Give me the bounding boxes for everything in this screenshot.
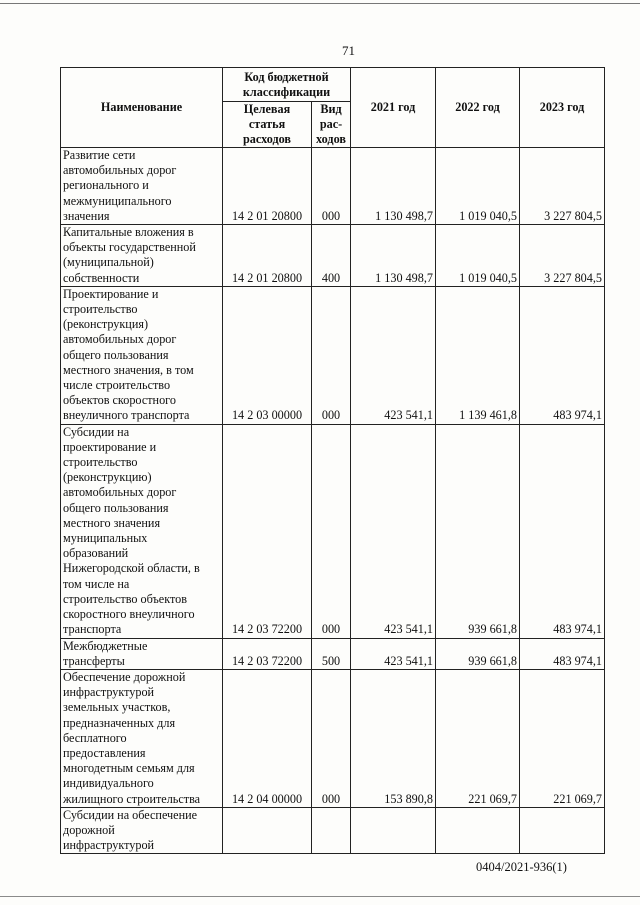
row-value-2023: 3 227 804,5 xyxy=(520,225,605,287)
row-expense-type: 000 xyxy=(312,148,351,225)
row-name-line: автомобильных дорог xyxy=(63,485,177,500)
header-name: Наименование xyxy=(61,68,223,148)
row-name-line: инфраструктурой xyxy=(63,838,155,853)
scan-top-edge xyxy=(0,3,640,4)
row-name-line: общего пользования xyxy=(63,347,169,362)
header-target-item: Целевая статья расходов xyxy=(223,102,312,148)
row-name-line: муниципальных xyxy=(63,531,148,546)
row-name-line: Развитие сети xyxy=(63,148,136,162)
row-name-line: скоростного внеуличного xyxy=(63,607,195,622)
row-name-line: транспорта xyxy=(63,622,122,637)
row-name-line: объектов скоростного xyxy=(63,393,176,408)
row-name-line: строительство объектов xyxy=(63,591,187,606)
row-name-line: значения xyxy=(63,208,110,223)
header-budget-code-group: Код бюджетной классификации xyxy=(223,68,351,102)
table-row xyxy=(61,148,605,225)
row-name-line: строительство xyxy=(63,302,138,317)
row-name-line: местного значения, в том xyxy=(63,362,194,377)
row-value-2023: 3 227 804,5 xyxy=(520,148,605,225)
row-target-item: 14 2 03 00000 xyxy=(223,286,312,424)
row-expense-type: 400 xyxy=(312,225,351,287)
row-name-line: (реконструкция) xyxy=(63,317,149,332)
row-target-item xyxy=(223,807,312,854)
header-year-2021: 2021 год xyxy=(351,68,436,148)
row-name-line: предоставления xyxy=(63,745,146,760)
row-name-line: дорожной xyxy=(63,822,115,837)
row-value-2022: 939 661,8 xyxy=(436,638,520,669)
row-name-line: Капитальные вложения в xyxy=(63,225,194,240)
table-row xyxy=(61,638,605,669)
row-name-line: общего пользования xyxy=(63,500,169,515)
row-name-line: трансферты xyxy=(63,653,125,668)
row-name-line: Межбюджетные xyxy=(63,638,148,653)
row-value-2022: 221 069,7 xyxy=(436,669,520,807)
row-expense-type: 000 xyxy=(312,424,351,638)
row-expense-type: 500 xyxy=(312,638,351,669)
row-name-line: образований xyxy=(63,546,129,561)
row-name-line: Субсидии на обеспечение xyxy=(63,807,198,822)
row-name-line: многодетным семьям для xyxy=(63,761,195,776)
row-value-2023: 483 974,1 xyxy=(520,424,605,638)
row-name-line: (муниципальной) xyxy=(63,255,154,270)
table-row xyxy=(61,807,605,854)
row-name-line: межмуниципального xyxy=(63,193,172,208)
table-row xyxy=(61,424,605,638)
row-name-line: предназначенных для xyxy=(63,715,176,730)
row-name xyxy=(61,669,223,807)
row-expense-type: 000 xyxy=(312,286,351,424)
row-name-line: числе строительство xyxy=(63,378,171,393)
header-year-2023: 2023 год xyxy=(520,68,605,148)
row-value-2021: 1 130 498,7 xyxy=(351,225,436,287)
row-value-2022: 1 019 040,5 xyxy=(436,225,520,287)
row-name xyxy=(61,424,223,638)
table-row xyxy=(61,669,605,807)
row-value-2022: 939 661,8 xyxy=(436,424,520,638)
row-name-line: местного значения xyxy=(63,515,161,530)
row-name xyxy=(61,638,223,669)
table-row xyxy=(61,286,605,424)
row-name-line: строительство xyxy=(63,455,138,470)
row-value-2021: 423 541,1 xyxy=(351,638,436,669)
row-target-item: 14 2 01 20800 xyxy=(223,148,312,225)
row-name-line: жилищного строительства xyxy=(63,791,201,806)
row-value-2021: 153 890,8 xyxy=(351,669,436,807)
row-name-line: объекты государственной xyxy=(63,240,196,255)
row-value-2021 xyxy=(351,807,436,854)
row-name-line: индивидуального xyxy=(63,776,154,791)
row-name-line: внеуличного транспорта xyxy=(63,408,190,423)
header-expense-type: Вид рас-ходов xyxy=(312,102,351,148)
row-name-line: Субсидии на xyxy=(63,424,130,439)
row-name xyxy=(61,148,223,225)
row-value-2023: 483 974,1 xyxy=(520,638,605,669)
row-value-2021: 423 541,1 xyxy=(351,424,436,638)
row-value-2023: 483 974,1 xyxy=(520,286,605,424)
table-row xyxy=(61,225,605,287)
scan-bottom-edge xyxy=(0,896,640,897)
page-number: 71 xyxy=(342,43,355,58)
row-target-item: 14 2 03 72200 xyxy=(223,638,312,669)
row-name-line: автомобильных дорог xyxy=(63,332,177,347)
row-expense-type xyxy=(312,807,351,854)
row-name-line: земельных участков, xyxy=(63,700,171,715)
table-header xyxy=(61,68,605,148)
budget-table xyxy=(60,67,605,854)
row-name xyxy=(61,807,223,854)
row-name xyxy=(61,286,223,424)
row-name-line: собственности xyxy=(63,270,140,285)
header-year-2022: 2022 год xyxy=(436,68,520,148)
row-name-line: (реконструкцию) xyxy=(63,470,152,485)
row-name-line: автомобильных дорог xyxy=(63,163,177,178)
row-name-line: бесплатного xyxy=(63,730,127,745)
row-name-line: регионального и xyxy=(63,178,149,193)
row-name-line: Нижегородской области, в xyxy=(63,561,200,576)
row-value-2022: 1 019 040,5 xyxy=(436,148,520,225)
row-value-2023: 221 069,7 xyxy=(520,669,605,807)
row-value-2022: 1 139 461,8 xyxy=(436,286,520,424)
row-target-item: 14 2 04 00000 xyxy=(223,669,312,807)
table-body xyxy=(61,148,605,854)
row-value-2021: 1 130 498,7 xyxy=(351,148,436,225)
row-value-2022 xyxy=(436,807,520,854)
row-expense-type: 000 xyxy=(312,669,351,807)
row-name-line: проектирование и xyxy=(63,439,157,454)
row-name-line: Обеспечение дорожной xyxy=(63,669,186,684)
row-target-item: 14 2 03 72200 xyxy=(223,424,312,638)
row-name-line: том числе на xyxy=(63,576,130,591)
document-code: 0404/2021-936(1) xyxy=(476,860,567,874)
row-target-item: 14 2 01 20800 xyxy=(223,225,312,287)
row-name-line: инфраструктурой xyxy=(63,685,155,700)
row-value-2021: 423 541,1 xyxy=(351,286,436,424)
row-name-line: Проектирование и xyxy=(63,286,159,301)
row-name xyxy=(61,225,223,287)
row-value-2023 xyxy=(520,807,605,854)
